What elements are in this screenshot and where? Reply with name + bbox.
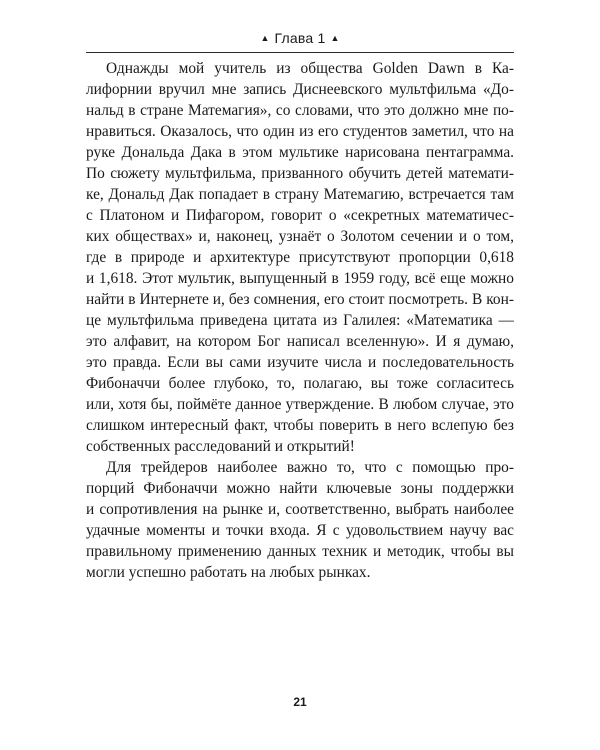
text-line: нальд в стране Матемагия», со словами, что это должно мне по- bbox=[86, 102, 514, 119]
text-line: це мультфильма приведена цитата из Галилея: «Математика — bbox=[86, 312, 514, 329]
text-line: где в природе и архитектуре присутствуют пропорции 0,618 bbox=[86, 249, 514, 266]
text-line: нравиться. Оказалось, что один из его студентов заметил, что на bbox=[86, 123, 514, 140]
text-line: По сюжету мультфильма, призванного обучить детей математи- bbox=[86, 165, 514, 182]
text-line: порций Фибоначчи можно найти ключевые зоны поддержки bbox=[86, 480, 514, 497]
text-line: Однажды мой учитель из общества Golden Dawn в Ка- bbox=[106, 60, 514, 77]
paragraph-1 bbox=[86, 58, 514, 457]
chapter-title: Глава 1 bbox=[274, 30, 326, 46]
text-line: правильному применению данных техник и методик, чтобы вы bbox=[86, 543, 514, 560]
text-line: это правда. Если вы сами изучите числа и последовательность bbox=[86, 354, 514, 371]
text-line: лифорнии вручил мне запись Диснеевского мультфильма «До- bbox=[86, 81, 514, 98]
text-line: собственных расследований и открытий! bbox=[86, 438, 355, 455]
header-rule bbox=[86, 52, 514, 53]
text-line: могли успешно работать на любых рынках. bbox=[86, 564, 371, 581]
text-line: слишком интересный факт, чтобы поверить в него вслепую без bbox=[86, 417, 514, 434]
text-line: и 1,618. Этот мультик, выпущенный в 1959 году, всё еще можно bbox=[86, 270, 514, 287]
text-line: Для трейдеров наиболее важно то, что с помощью про- bbox=[106, 459, 514, 476]
text-line: и сопротивления на рынке и, соответственно, выбрать наиболее bbox=[86, 501, 514, 518]
text-line: ке, Дональд Дак попадает в страну Матемагию, встречается там bbox=[86, 186, 514, 203]
body-text bbox=[86, 58, 514, 583]
paragraph-2 bbox=[86, 457, 514, 583]
text-line: с Платоном и Пифагором, говорит о «секретных математичес- bbox=[86, 207, 514, 224]
page-number: 21 bbox=[293, 695, 307, 709]
text-line: ких обществах» и, наконец, узнаёт о Золотом сечении и о том, bbox=[86, 228, 514, 245]
running-header bbox=[0, 30, 600, 46]
text-line: Фибоначчи более глубоко, то, полагаю, вы тоже согласитесь bbox=[86, 375, 514, 392]
text-line: это алфавит, на котором Бог написал вселенную». И я думаю, bbox=[86, 333, 514, 350]
text-line: или, хотя бы, поймёте данное утверждение. В любом случае, это bbox=[86, 396, 514, 413]
text-line: найти в Интернете и, без сомнения, его стоит посмотреть. В кон- bbox=[86, 291, 514, 308]
text-line: удачные моменты и точки входа. Я с удовольствием научу вас bbox=[86, 522, 514, 539]
triangle-up-icon: ▲ bbox=[260, 33, 270, 43]
triangle-up-icon: ▲ bbox=[330, 33, 340, 43]
text-line: руке Дональда Дака в этом мультике нарисована пентаграмма. bbox=[86, 144, 514, 161]
